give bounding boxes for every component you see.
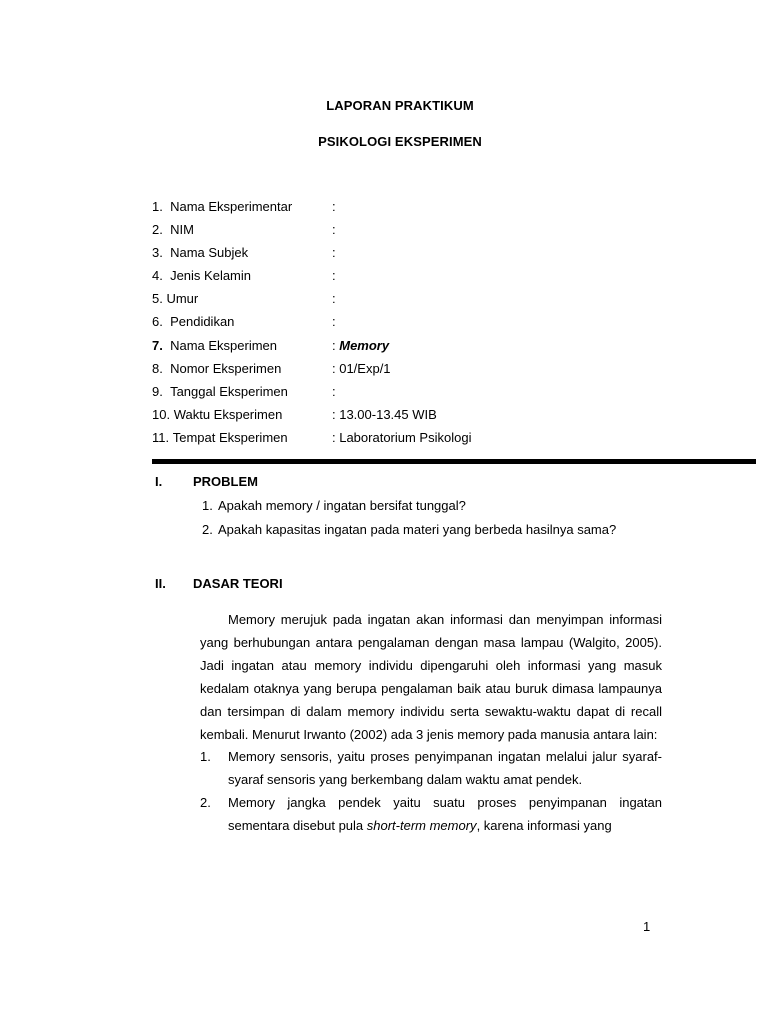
identity-row (152, 429, 712, 452)
identity-row (152, 337, 712, 360)
identity-row (152, 267, 712, 290)
identity-value: : (332, 222, 336, 238)
identity-row (152, 406, 712, 429)
list-item-number: 2. (200, 795, 211, 811)
document-subtitle: PSIKOLOGI EKSPERIMEN (318, 134, 482, 149)
section-numeral: I. (155, 474, 163, 489)
section-title: PROBLEM (193, 474, 258, 489)
identity-label: Nama Eksperimen (170, 337, 278, 353)
section-numeral: II. (155, 576, 166, 591)
horizontal-divider (152, 459, 756, 464)
list-item-number: 1. (202, 498, 213, 513)
list-item-number: 2. (202, 522, 213, 537)
identity-value: : (332, 199, 336, 214)
identity-number: 11. (152, 429, 170, 445)
list-item-text: Apakah kapasitas ingatan pada materi yang berbeda hasilnya sama? (218, 522, 617, 537)
identity-label: Waktu Eksperimen (173, 406, 283, 422)
list-item-text: Memory sensoris, yaitu proses penyimpanan ingatan melalui jalur syaraf-syaraf sensoris yang berkembang dalam waktu amat pendek. (228, 749, 662, 788)
identity-label: Umur (166, 291, 199, 307)
list-item (202, 521, 616, 545)
identity-label: Nama Eksperimentar (170, 199, 293, 214)
identity-value: : 01/Exp/1 (332, 360, 391, 376)
identity-value: : (332, 383, 336, 399)
list-item-text-cont: , karena informasi yang (476, 818, 612, 834)
section-title: DASAR TEORI (193, 576, 283, 591)
list-item-text: Apakah memory / ingatan bersifat tunggal? (218, 498, 466, 513)
theory-body (200, 609, 662, 838)
identity-number: 1. (152, 199, 163, 214)
identity-row (152, 313, 712, 336)
identity-value: : 13.00-13.45 WIB (332, 406, 437, 422)
section-heading-problem (155, 474, 258, 489)
identity-value (332, 337, 389, 355)
list-item (200, 746, 662, 792)
identity-row (152, 360, 712, 383)
experiment-name: Memory (339, 337, 390, 353)
list-item-text: Memory jangka pendek yaitu suatu proses penyimpanan ingatan sementara disebut pula (228, 795, 662, 834)
identity-number: 5. (152, 291, 163, 307)
theory-paragraph: Memory merujuk pada ingatan akan informasi dan menyimpan informasi yang berhubungan antara pengalaman dengan masa lampau (Walgito, 2005). Jadi ingatan atau memory individu dipengaruhi oleh informasi yang masuk kedalam otaknya yang berupa pengalaman baik atau buruk dimasa lampaunya dan tersimpan di dalam memory individu serta sewaktu-waktu dapat di recall kembali. Menurut Irwanto (2002) ada 3 jenis memory pada manusia antara lain: (200, 612, 662, 742)
identity-value: : (332, 291, 336, 307)
identity-value: : (332, 268, 336, 284)
identity-label: Jenis Kelamin (170, 268, 252, 284)
identity-value-prefix: : (332, 337, 340, 353)
identity-value: : Laboratorium Psikologi (332, 429, 472, 445)
identity-label: Nama Subjek (170, 245, 249, 261)
identity-number: 2. (152, 222, 163, 238)
problem-list (202, 497, 616, 545)
list-item (200, 792, 662, 838)
identity-label: Tanggal Eksperimen (170, 383, 288, 399)
section-heading-theory (155, 576, 283, 591)
page-number: 1 (643, 919, 651, 934)
identity-row (152, 198, 712, 221)
identity-number: 10. (152, 406, 171, 422)
identity-value: : (332, 314, 336, 330)
list-item (202, 497, 616, 521)
identity-label: NIM (170, 222, 194, 238)
identity-number: 7. (152, 337, 163, 353)
document-title: LAPORAN PRAKTIKUM (326, 98, 474, 113)
identity-list (152, 198, 712, 452)
identity-label: Nomor Eksperimen (170, 360, 282, 376)
identity-number: 4. (152, 268, 163, 284)
identity-number: 6. (152, 314, 163, 330)
identity-label: Tempat Eksperimen (172, 429, 288, 445)
list-item-number: 1. (200, 749, 211, 765)
identity-number: 9. (152, 383, 163, 399)
identity-row (152, 290, 712, 313)
identity-number: 3. (152, 245, 163, 261)
identity-value: : (332, 245, 336, 261)
identity-row (152, 221, 712, 244)
term-emphasis: short-term memory (366, 818, 477, 834)
identity-row (152, 244, 712, 267)
identity-number: 8. (152, 360, 163, 376)
identity-label: Pendidikan (170, 314, 235, 330)
identity-row (152, 383, 712, 406)
